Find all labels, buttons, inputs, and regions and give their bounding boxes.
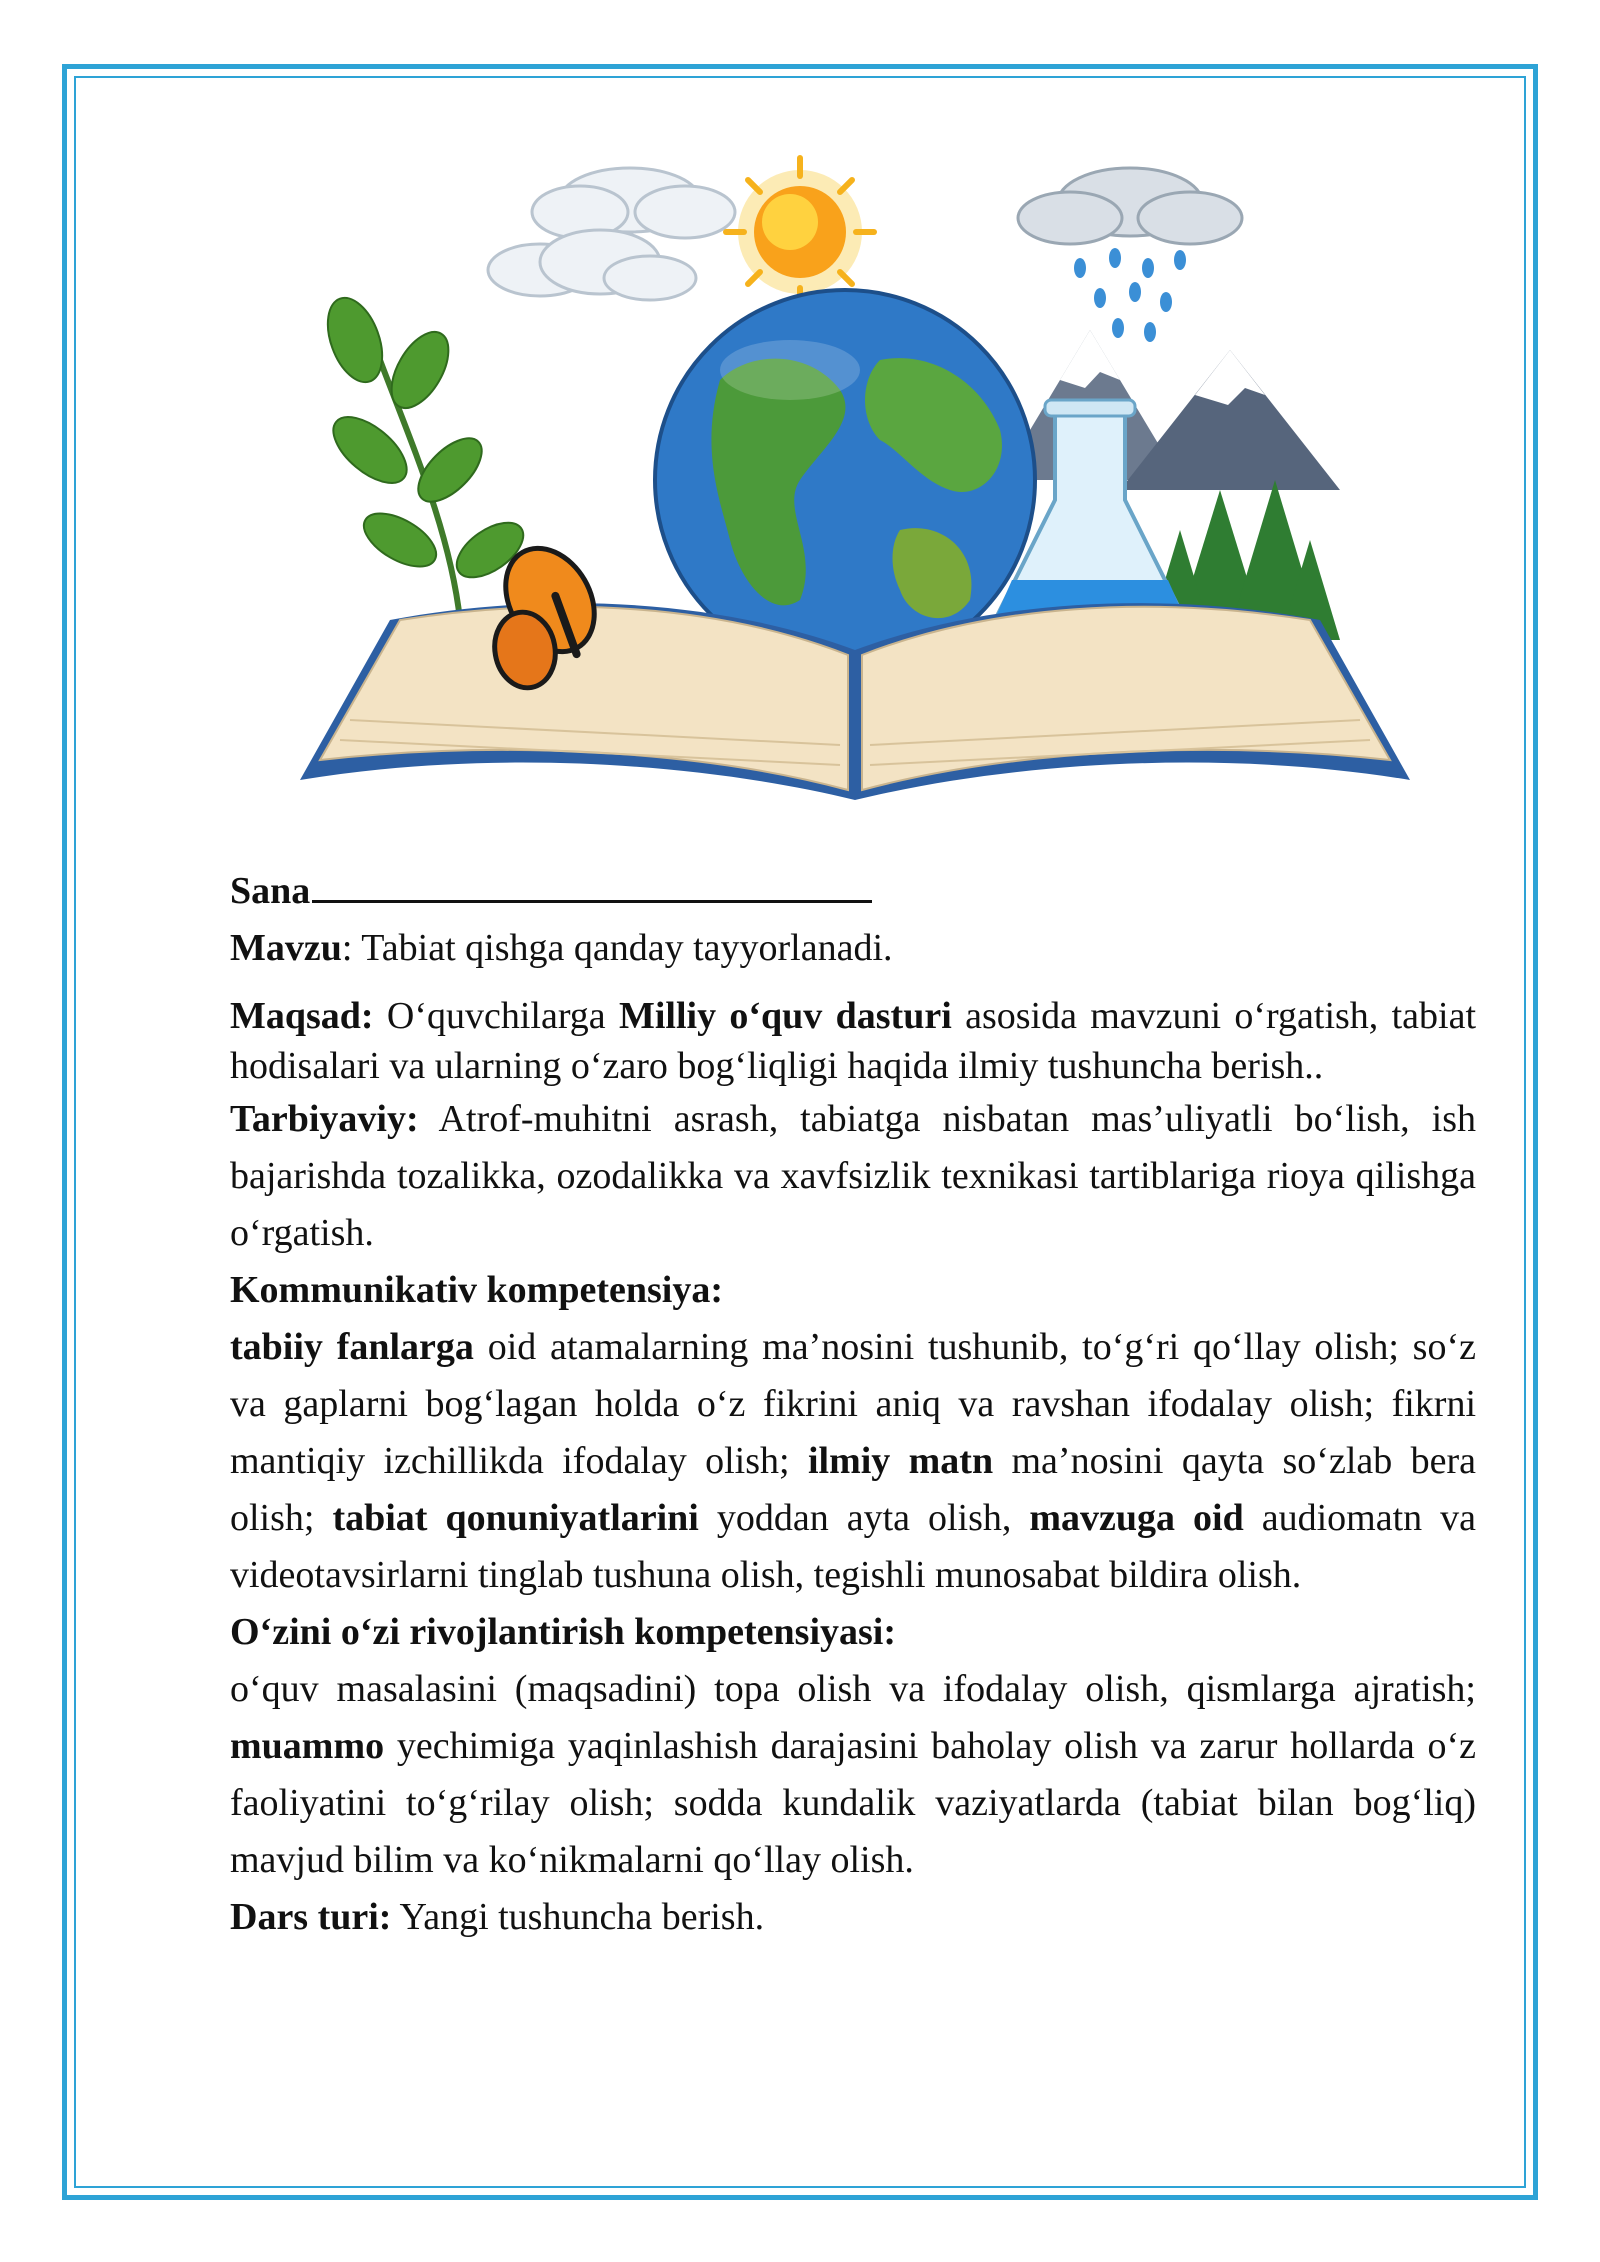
tarbiyaviy-text: Atrof-muhitni asrash, tabiatga nisbatan mas’uliyatli bo‘lish, ish bajarishda tozalikka, ozodalikka va xavfsizlik texnikasi tartiblariga rioya qilishga o‘rgatish. bbox=[230, 1098, 1476, 1254]
ozini-heading bbox=[230, 1604, 1476, 1661]
globe-icon bbox=[655, 290, 1035, 670]
kommunikativ-bold-4: mavzuga oid bbox=[1029, 1497, 1244, 1539]
sun-icon bbox=[726, 158, 874, 306]
maqsad-text-2: asosida mavzuni o‘rgatish, tabiat hodisalari va ularning o‘zaro bog‘liqligi haqida ilmiy tushuncha berish.. bbox=[230, 995, 1477, 1087]
kommunikativ-bold-2: ilmiy matn bbox=[807, 1440, 994, 1482]
date-blank-line bbox=[312, 862, 872, 903]
kommunikativ-bold-1: tabiiy fanlarga bbox=[230, 1326, 474, 1368]
kommunikativ-text-3: yoddan ayta olish, bbox=[698, 1497, 1030, 1539]
dars-turi-text: Yangi tushuncha berish. bbox=[391, 1896, 765, 1938]
ozini-bold-1: muammo bbox=[230, 1725, 385, 1767]
kommunikativ-bold-3: tabiat qonuniyatlarini bbox=[332, 1497, 699, 1539]
sana-label: Sana bbox=[230, 870, 311, 912]
lesson-plan-text bbox=[230, 862, 1476, 1946]
kommunikativ-text-1: oid atamalarning ma’nosini tushunib, to‘g‘ri qo‘llay olish; so‘z va gaplarni bog‘lagan holda o‘z fikrini aniq va ravshan ifodalay olish; fikrni mantiqiy izchillikda ifodalay olish; bbox=[230, 1326, 1476, 1482]
sana-row bbox=[230, 862, 1476, 920]
mavzu-separator: : bbox=[341, 927, 362, 969]
ozini-text-1: o‘quv masalasini (maqsadini) topa olish va ifodalay olish, qismlarga ajratish; bbox=[230, 1668, 1476, 1710]
maqsad-paragraph bbox=[230, 991, 1476, 1091]
kommunikativ-text-4: audiomatn va videotavsirlarni tinglab tushuna olish, tegishli munosabat bildira olish. bbox=[230, 1497, 1477, 1596]
tarbiyaviy-paragraph bbox=[230, 1091, 1476, 1262]
maqsad-label: Maqsad: bbox=[230, 995, 374, 1037]
mavzu-label: Mavzu bbox=[230, 927, 342, 969]
cloud-icon bbox=[488, 168, 735, 300]
nature-science-illustration bbox=[300, 150, 1410, 810]
maqsad-bold-1: Milliy o‘quv dasturi bbox=[618, 995, 952, 1037]
tarbiyaviy-label: Tarbiyaviy: bbox=[230, 1098, 419, 1140]
kommunikativ-text-2: ma’nosini qayta so‘zlab bera olish; bbox=[230, 1440, 1476, 1539]
mavzu-text: Tabiat qishga qanday tayyorlanadi. bbox=[361, 927, 893, 969]
dars-turi-row bbox=[230, 1889, 1476, 1946]
mavzu-row bbox=[230, 920, 1476, 977]
kommunikativ-heading-text: Kommunikativ kompetensiya: bbox=[230, 1269, 723, 1311]
ozini-text-2: yechimiga yaqinlashish darajasini baholay olish va zarur hollarda o‘z faoliyatini to‘g‘rilay olish; sodda kundalik vaziyatlarda (tabiat bilan bog‘liq) mavjud bilim va ko‘nikmalarni qo‘llay olish. bbox=[230, 1725, 1476, 1881]
maqsad-text-1: O‘quvchilarga bbox=[373, 995, 619, 1037]
ozini-heading-text: O‘zini o‘zi rivojlantirish kompetensiyasi: bbox=[230, 1611, 897, 1653]
plant-icon bbox=[317, 290, 532, 620]
kommunikativ-paragraph bbox=[230, 1319, 1476, 1604]
dars-turi-label: Dars turi: bbox=[230, 1896, 392, 1938]
kommunikativ-heading bbox=[230, 1262, 1476, 1319]
ozini-paragraph bbox=[230, 1661, 1476, 1889]
rain-cloud-icon bbox=[1018, 168, 1242, 342]
